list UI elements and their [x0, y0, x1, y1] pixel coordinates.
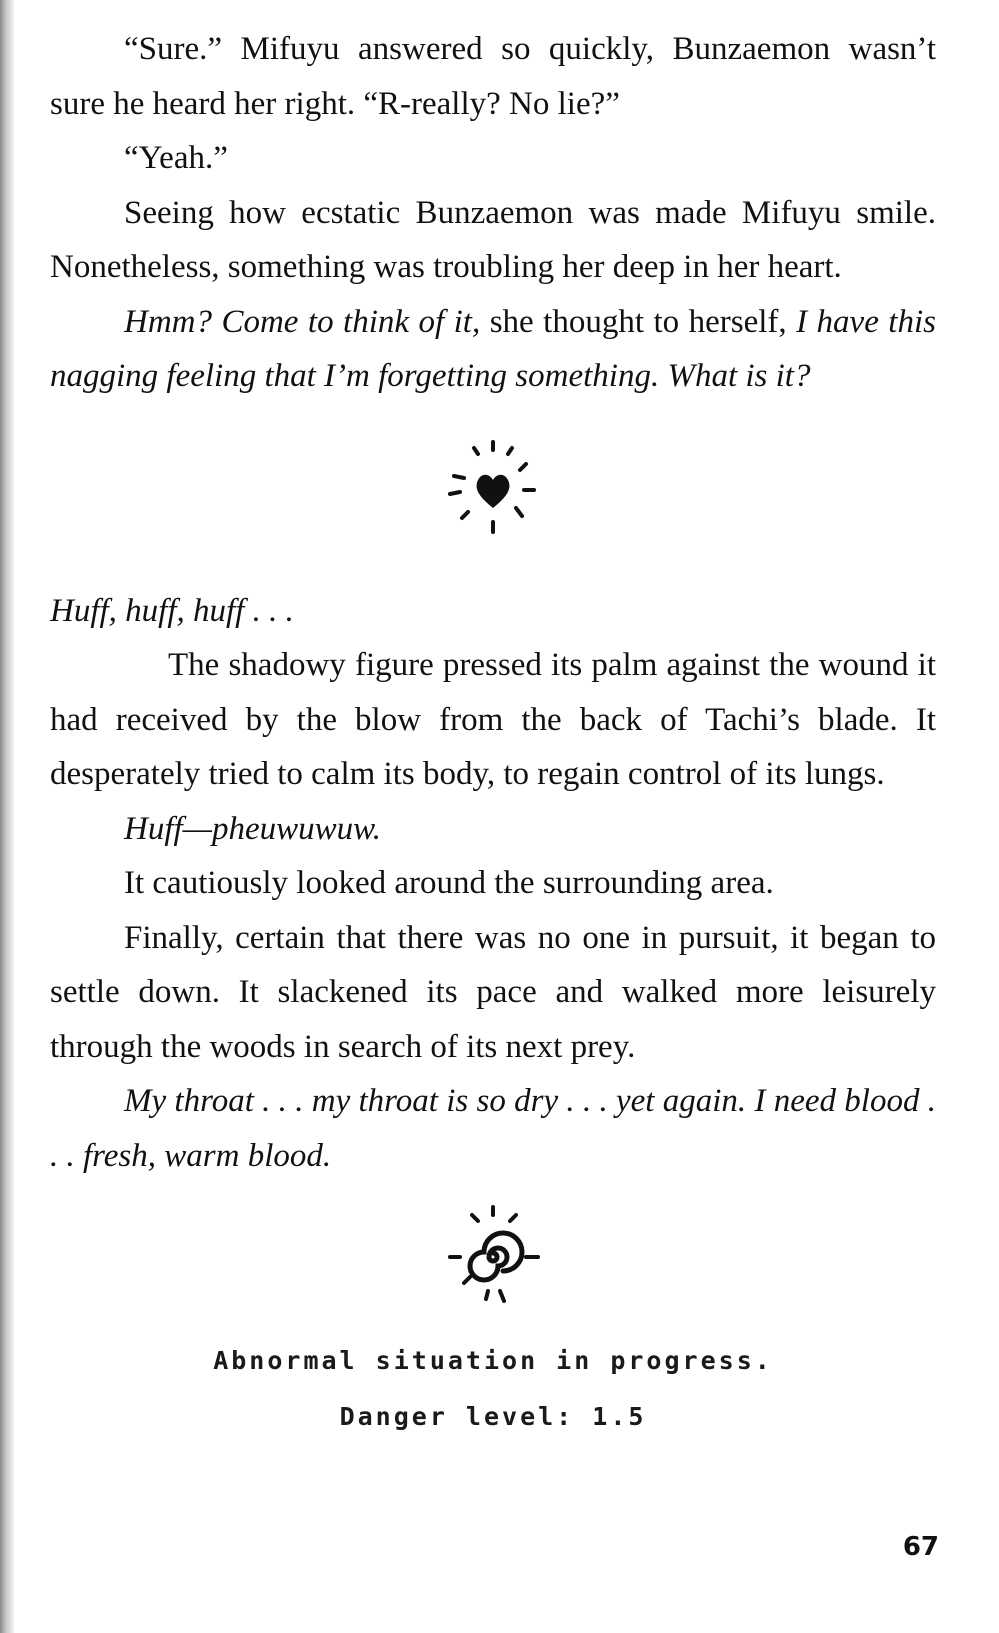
page-spine-shadow: [0, 0, 14, 1633]
paragraph-2: “Yeah.”: [124, 140, 228, 176]
paragraph-4-narration: she thought to herself,: [480, 303, 797, 340]
paragraph-10: My throat . . . my throat is so dry . . . yet again. I need blood . . . fresh, warm blood.: [50, 1083, 936, 1174]
paragraph-6: The shadowy figure pressed its palm against the wound it had received by the blow from the back of Tachi’s blade. It desperately tried to calm its body, to regain control of its lungs.: [50, 647, 936, 792]
paragraph-8: It cautiously looked around the surrounding area.: [124, 865, 774, 901]
paragraph-7: Huff—pheuwuwuw.: [124, 810, 381, 847]
book-page: [50, 22, 936, 1445]
paragraph-4-thought-a: Hmm? Come to think of it,: [124, 303, 481, 340]
scene-break-2: [50, 1183, 936, 1333]
page-number: 67: [902, 1532, 939, 1562]
spiral-sun-icon: [438, 1201, 548, 1311]
paragraph-3: Seeing how ecstatic Bunzaemon was made Mifuyu smile. Nonetheless, something was troubling her deep in her heart.: [50, 194, 936, 285]
status-line-situation: Abnormal situation in progress.: [213, 1346, 773, 1375]
scene-break-1: [50, 404, 936, 584]
paragraph-9: Finally, certain that there was no one in pursuit, it began to settle down. It slackened its pace and walked more leisurely through the woods in search of its next prey.: [50, 919, 936, 1065]
paragraph-1: “Sure.” Mifuyu answered so quickly, Bunzaemon wasn’t sure he heard her right. “R-really? No lie?”: [50, 31, 936, 122]
paragraph-4-thought-b: I have this nagging feeling that I’m forgetting something. What is it?: [50, 303, 936, 394]
status-line-danger: Danger level: 1.5: [339, 1402, 647, 1431]
heart-sun-icon: [438, 434, 548, 544]
paragraph-5: Huff, huff, huff . . .: [50, 592, 294, 629]
paragraph-4: [50, 295, 936, 404]
